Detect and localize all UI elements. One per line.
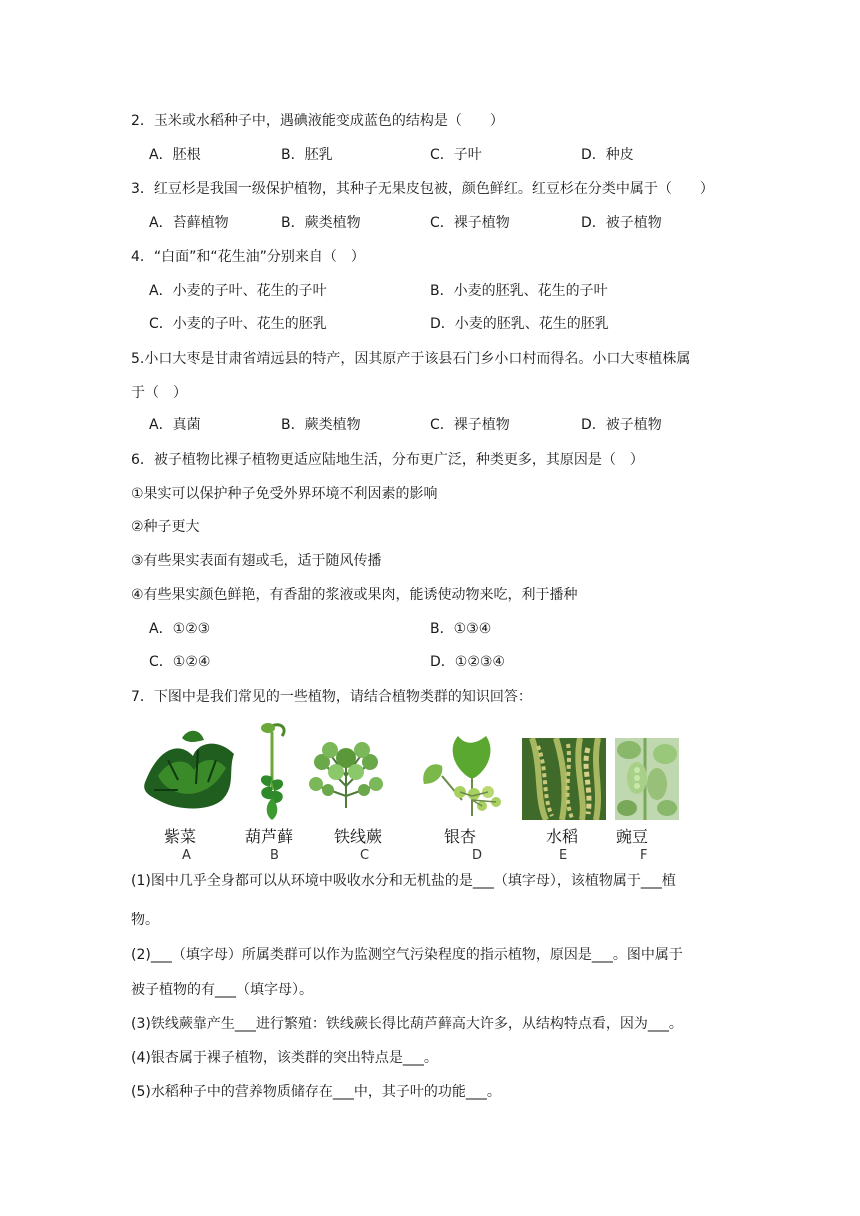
plant-c xyxy=(308,736,384,812)
plant-b-name: 葫芦藓 xyxy=(245,827,294,846)
q4-option-c: C．小麦的子叶、花生的胚乳 xyxy=(149,316,327,332)
q5-option-a: A．真菌 xyxy=(149,417,201,433)
q3-option-c: C．裸子植物 xyxy=(430,215,510,231)
q7-sub-2-line2: 被子植物的有___（填字母）。 xyxy=(131,982,313,998)
q2-option-b: B．胚乳 xyxy=(281,147,333,163)
q2-stem: 2．玉米或水稻种子中，遇碘液能变成蓝色的结构是（ ） xyxy=(131,113,504,129)
q3-option-d: D．被子植物 xyxy=(581,215,662,231)
q6-option-a: A．①②③ xyxy=(149,621,211,637)
q6-option-b: B．①③④ xyxy=(430,621,492,637)
q7-stem: 7．下图中是我们常见的一些植物，请结合植物类群的知识回答： xyxy=(131,689,532,705)
q6-statement-2: ②种子更大 xyxy=(131,519,200,535)
moss-icon xyxy=(250,720,294,824)
q5-option-b: B．蕨类植物 xyxy=(281,417,361,433)
q7-sub-4: (4)银杏属于裸子植物，该类群的突出特点是___。 xyxy=(131,1050,438,1066)
q7-sub-5: (5)水稻种子中的营养物质储存在___中，其子叶的功能___。 xyxy=(131,1084,501,1100)
pea-icon xyxy=(615,738,679,820)
plant-d xyxy=(416,730,512,820)
q3-stem: 3．红豆杉是我国一级保护植物，其种子无果皮包被，颜色鲜红。红豆杉在分类中属于（ ） xyxy=(131,181,714,197)
q7-sub-1-line1: (1)图中几乎全身都可以从环境中吸收水分和无机盐的是___（填字母），该植物属于___植 xyxy=(131,873,676,889)
rice-icon xyxy=(522,738,606,820)
q6-statement-1: ①果实可以保护种子免受外界环境不利因素的影响 xyxy=(131,486,438,502)
q3-option-b: B．蕨类植物 xyxy=(281,215,361,231)
q2-option-c: C．子叶 xyxy=(430,147,482,163)
q2-option-d: D．种皮 xyxy=(581,147,634,163)
plant-e-letter: E xyxy=(559,848,568,863)
q4-option-d: D．小麦的胚乳、花生的胚乳 xyxy=(430,316,609,332)
plant-f xyxy=(615,738,679,820)
seaweed-icon xyxy=(138,720,242,816)
plant-f-letter: F xyxy=(640,848,648,863)
q6-stem: 6．被子植物比裸子植物更适应陆地生活，分布更广泛，种类更多，其原因是（ ） xyxy=(131,452,644,468)
plant-figure xyxy=(138,720,684,864)
plant-f-name: 豌豆 xyxy=(616,827,649,846)
q7-sub-1-line2: 物。 xyxy=(131,912,159,928)
plant-b xyxy=(250,720,294,824)
q2-option-a: A．胚根 xyxy=(149,147,201,163)
plant-e-name: 水稻 xyxy=(546,827,579,846)
fern-icon xyxy=(308,736,384,812)
plant-c-name: 铁线蕨 xyxy=(334,827,383,846)
plant-d-letter: D xyxy=(472,848,483,863)
q6-statement-4: ④有些果实颜色鲜艳，有香甜的浆液或果肉，能诱使动物来吃，利于播种 xyxy=(131,587,578,603)
q4-stem: 4．“白面”和“花生油”分别来自（ ） xyxy=(131,249,365,265)
q5-stem-line2: 于（ ） xyxy=(131,385,187,401)
q5-option-c: C．裸子植物 xyxy=(430,417,510,433)
q6-statement-3: ③有些果实表面有翅或毛，适于随风传播 xyxy=(131,553,382,569)
q6-option-c: C．①②④ xyxy=(149,654,211,670)
plant-d-name: 银杏 xyxy=(444,827,477,846)
plant-a-name: 紫菜 xyxy=(164,827,197,846)
plant-b-letter: B xyxy=(270,848,279,863)
q5-option-d: D．被子植物 xyxy=(581,417,662,433)
plant-c-letter: C xyxy=(360,848,370,863)
plant-a xyxy=(138,720,242,816)
q3-option-a: A．苔藓植物 xyxy=(149,215,229,231)
q4-option-a: A．小麦的子叶、花生的子叶 xyxy=(149,283,327,299)
q4-option-b: B．小麦的胚乳、花生的子叶 xyxy=(430,283,608,299)
plant-e xyxy=(522,738,606,820)
ginkgo-icon xyxy=(416,730,512,820)
q6-option-d: D．①②③④ xyxy=(430,654,505,670)
q7-sub-2-line1: (2)___（填字母）所属类群可以作为监测空气污染程度的指示植物，原因是___。图中属于 xyxy=(131,947,683,963)
q5-stem-line1: 5.小口大枣是甘肃省靖远县的特产，因其原产于该县石门乡小口村而得名。小口大枣植株属 xyxy=(131,351,691,367)
q7-sub-3: (3)铁线蕨靠产生___进行繁殖：铁线蕨长得比葫芦藓高大许多，从结构特点看，因为___。 xyxy=(131,1016,683,1032)
plant-a-letter: A xyxy=(182,848,191,863)
